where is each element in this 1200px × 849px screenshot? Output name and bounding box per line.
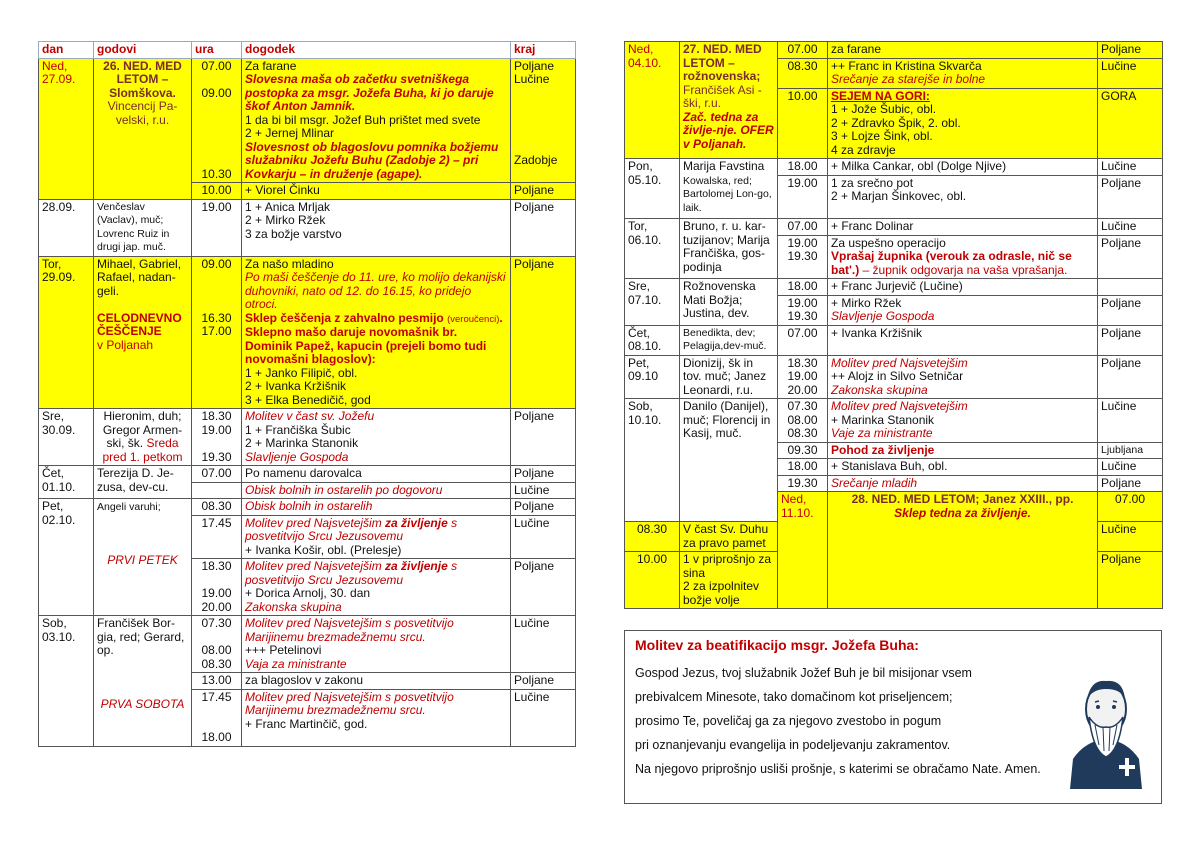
table-row: Ned, 11.10. 28. NED. MED LETOM; Janez XXIII., pp. Sklep tedna za življenje. 07.00	[625, 492, 1163, 522]
table-row: 19.00 1 za srečno pot 2 + Marjan Šinkovec, obl. Poljane	[625, 175, 1163, 219]
prayer-title: Molitev za beatifikacijo msgr. Jožefa Buha:	[635, 637, 919, 653]
table-row: Sob, 03.10. Frančišek Bor-gia, red; Gerard, op. PRVA SOBOTA 07.30 08.00 08.30 Molitev pred Najsvetejšim s posvetitvijo Marijinemu brezmadežnemu srcu. +++ Petelinovi Vaja za ministrante Lučine	[39, 616, 576, 673]
table-row: 17.45 18.00 Molitev pred Najsvetejšim s posvetitvijo Marijinemu brezmadežnemu srcu. + Franc Martinčič, god. Lučine	[39, 689, 576, 746]
header-dogodek: dogodek	[242, 42, 511, 59]
header-ura: ura	[192, 42, 242, 59]
table-row: 17.45 Molitev pred Najsvetejšim za življenje s posvetitvijo Srcu Jezusovemu + Ivanka Košir, obl. (Prelesje) Lučine	[39, 515, 576, 559]
table-row: 18.30 19.00 20.00 Molitev pred Najsvetejšim za življenje s posvetitvijo Srcu Jezusovemu + Dorica Arnolj, 30. dan Zakonska skupina Poljane	[39, 559, 576, 616]
prayer-line: Na njegovo priprošnjo usliši prošnje, s katerimi se obračamo Nate. Amen.	[635, 762, 1041, 776]
table-row: Sre, 30.09. Hieronim, duh; Gregor Armen-ski, šk. Sreda pred 1. petkom 18.30 19.00 19.30 Molitev v čast sv. Jožefu 1 + Frančiška Šubic 2 + Marinka Stanonik Slavljenje Gospoda Poljane	[39, 409, 576, 466]
prayer-line: prosimo Te, poveličaj ga za njegovo zvestobo in pogum	[635, 714, 942, 728]
table-row: Ned, 04.10. 27. NED. MED LETOM – rožnovenska; Frančišek Asi - ški, r.u. Zač. tedna za življe-nje. OFER v Poljanah. 07.00 za farane Poljane	[625, 42, 1163, 59]
table-row: Tor, 06.10. Bruno, r. u. kar-tuzijanov; Marija Frančiška, gos-podinja 07.00 + Franc Dolinar Lučine	[625, 219, 1163, 236]
time-cell: 07.00 09.00 10.30	[192, 58, 242, 183]
saint-cell: 26. NED. MED LETOM – Slomškova. Vincencij Pa-velski, r.u.	[94, 58, 192, 199]
table-row: 09.30 Pohod za življenje Ljubljana	[625, 442, 1163, 459]
table-row: 19.30 Srečanje mladih Poljane	[625, 475, 1163, 492]
priest-portrait-icon	[1065, 669, 1147, 789]
prayer-line: pri oznanjevanju evangelija in podeljevanju zakramentov.	[635, 738, 951, 752]
prayer-line: Gospod Jezus, tvoj služabnik Jožef Buh je bil misijonar vsem	[635, 666, 972, 680]
table-row: Pon, 05.10. Marija Favstina Kowalska, red; Bartolomej Lon-go, laik. 18.00 + Milka Cankar, obl (Dolge Njive) Lučine	[625, 159, 1163, 176]
prayer-box	[624, 630, 1162, 804]
table-row	[39, 58, 576, 183]
table-row: Čet, 01.10. Terezija D. Je-zusa, dev-cu. 07.00 Po namenu darovalca Poljane	[39, 466, 576, 483]
table-row: 19.00 19.30 Za uspešno operacijo Vprašaj župnika (verouk za odrasle, nič se bat'.) – župnik odgovarja na vaša vprašanja. Poljane	[625, 235, 1163, 279]
table-row: 28.09. Venčeslav (Vaclav), muč; Lovrenc Ruiz in drugi jap. muč. 19.00 1 + Anica Mrljak 2 + Mirko Ržek 3 za božje varstvo Poljane	[39, 199, 576, 256]
table-row: 13.00 za blagoslov v zakonu Poljane	[39, 673, 576, 690]
table-row: Sre, 07.10. Rožnovenska Mati Božja; Justina, dev. 18.00 + Franc Jurjevič (Lučine)	[625, 279, 1163, 296]
event-cell: Za farane Slovesna maša ob začetku svetniškega postopka za msgr. Jožefa Buha, ki jo daruje škof Anton Jamnik. 1 da bi bil msgr. Jožef Buh prištet med svete 2 + Jernej Mlinar Slovesnost ob blagoslovu pomnika božjemu služabniku Jožefu Buhu (Zadobje 2) – pri Kovkarju – in druženje (agape).	[242, 58, 511, 183]
header-dan: dan	[39, 42, 94, 59]
place-cell: Poljane Lučine Zadobje	[511, 58, 576, 183]
table-row: 19.00 19.30 + Mirko Ržek Slavljenje Gospoda Poljane	[625, 295, 1163, 325]
header-kraj: kraj	[511, 42, 576, 59]
table-row: Pet, 02.10. Angeli varuhi; PRVI PETEK 08.30 Obisk bolnih in ostarelih Poljane	[39, 499, 576, 516]
prayer-text	[635, 661, 1055, 781]
table-row: 10.00 + Viorel Činku Poljane	[39, 183, 576, 200]
table-row: 08.30 ++ Franc in Kristina Skvarča Srečanje za starejše in bolne Lučine	[625, 58, 1163, 88]
table-row: Pet, 09.10 Dionizij, šk in tov. muč; Janez Leonardi, r.u. 18.30 19.00 20.00 Molitev pred Najsvetejšim ++ Alojz in Silvo Setničar Zakonska skupina Poljane	[625, 355, 1163, 399]
prayer-line: prebivalcem Minesote, tako domačinom kot priseljencem;	[635, 690, 953, 704]
schedule-table-left	[38, 41, 576, 747]
table-row: 10.00 1 v priprošnjo za sina 2 za izpolnitev božje volje Poljane	[625, 552, 1163, 609]
day-cell: Ned, 27.09.	[39, 58, 94, 199]
table-row: 18.00 + Stanislava Buh, obl. Lučine	[625, 459, 1163, 476]
table-row: 10.00 SEJEM NA GORI: 1 + Jože Šubic, obl. 2 + Zdravko Špik, 2. obl. 3 + Lojze Šink, obl. 4 za zdravje GORA	[625, 88, 1163, 159]
schedule-table-right	[624, 41, 1163, 609]
table-row: Tor, 29.09. Mihael, Gabriel, Rafael, nadan-geli. CELODNEVNO ČEŠČENJE v Poljanah 09.00 16.30 17.00 Za našo mladino Po maši češčenje do 11. ure, ko molijo dekanijski duhovniki, nato od 12. do 16.15, ko pridejo otroci. Sklep češčenja z zahvalno pesmijo (veroučenci). Sklepno mašo daruje novomašnik br. Dominik Papež, kapucin (prejeli bomo tudi novomašni blagoslov): 1 + Janko Filipič, obl. 2 + Ivanka Kržišnik 3 + Elka Benedičič, god Poljane	[39, 256, 576, 409]
table-row: Čet, 08.10. Benedikta, dev; Pelagija,dev-muč. 07.00 + Ivanka Kržišnik Poljane	[625, 325, 1163, 355]
header-godovi: godovi	[94, 42, 192, 59]
table-row: 08.30 V čast Sv. Duhu za pravo pamet Lučine	[625, 522, 1163, 552]
table-row: Obisk bolnih in ostarelih po dogovoru Lučine	[39, 482, 576, 499]
table-row: Sob, 10.10. Danilo (Danijel), muč; Florencij in Kasij, muč. 07.30 08.00 08.30 Molitev pred Najsvetejšim + Marinka Stanonik Vaje za ministrante Lučine	[625, 399, 1163, 443]
